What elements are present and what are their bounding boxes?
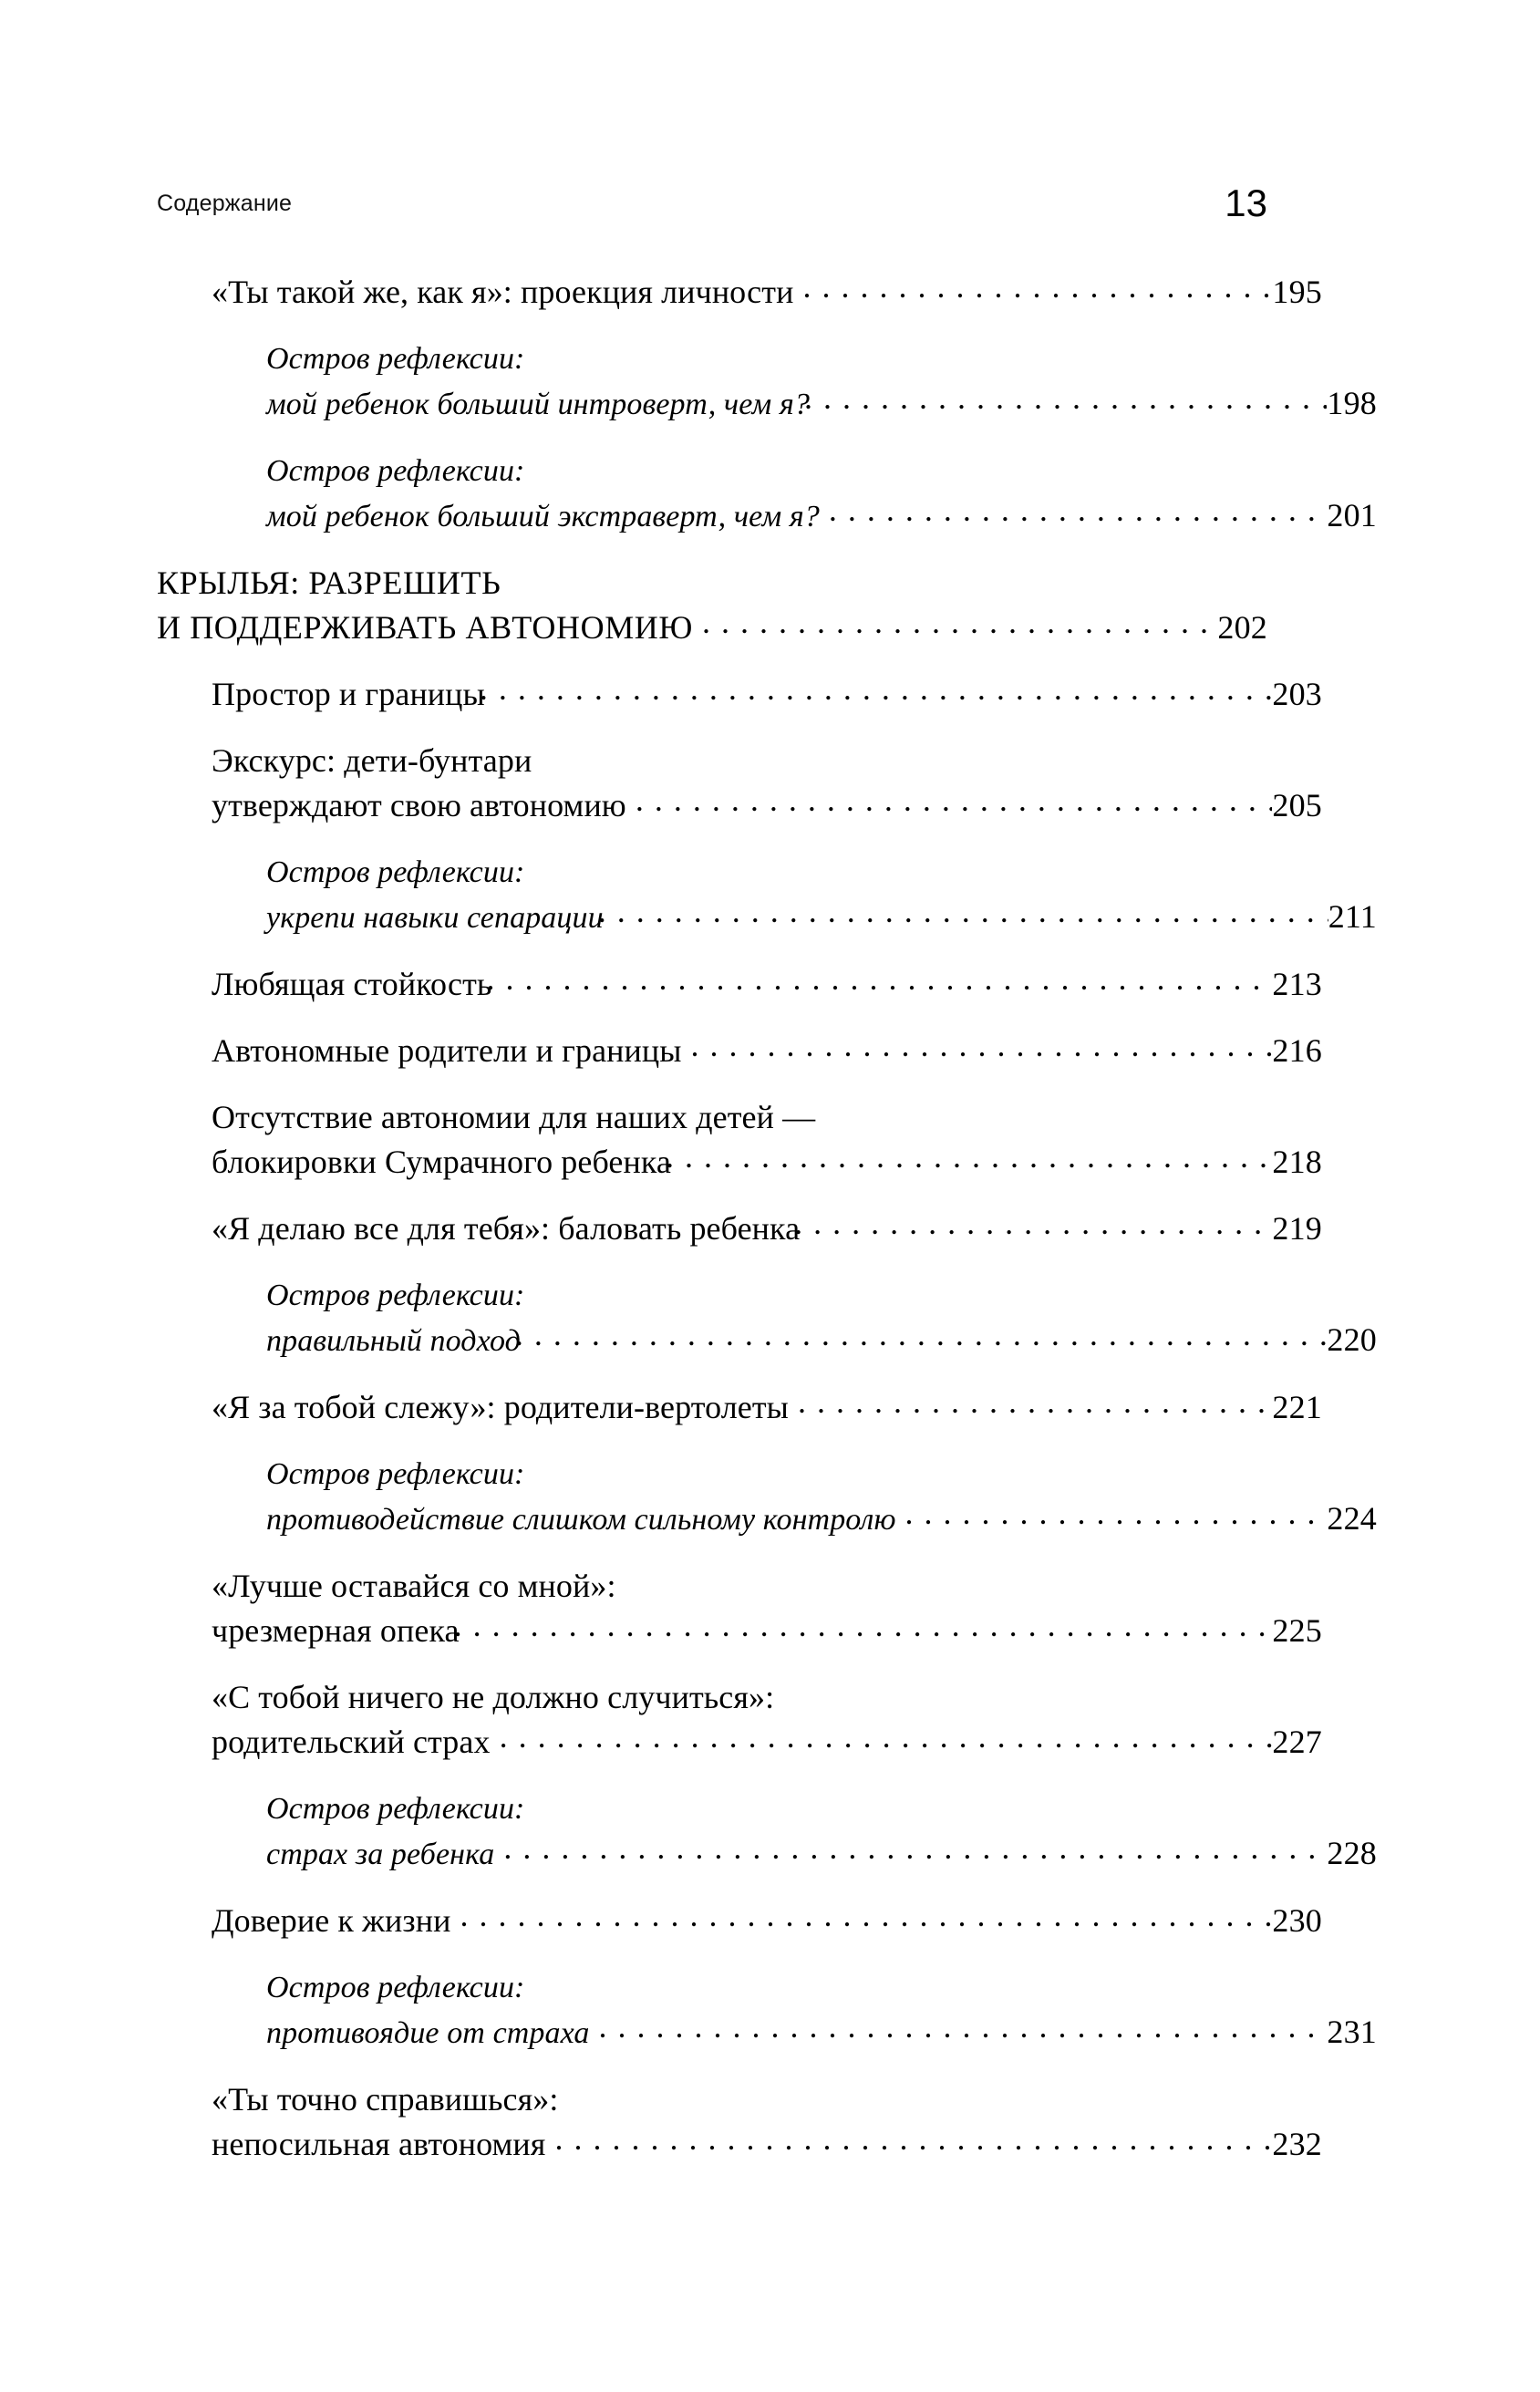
toc-entry-line-final	[157, 270, 1322, 315]
toc-entry[interactable]	[0, 1206, 1540, 1251]
leader-dots	[460, 1917, 1272, 1931]
toc-entry-page-number: 225	[1272, 1612, 1322, 1649]
leader-dots	[598, 913, 1328, 927]
leader-dots	[798, 1403, 1272, 1418]
toc-entry-line-final	[157, 1496, 1377, 1542]
toc-entry[interactable]	[0, 1452, 1540, 1542]
toc-entry-line-final	[157, 381, 1377, 427]
toc-entry-title: противодействие слишком сильному контролю	[266, 1503, 896, 1537]
toc-entry-title: мой ребенок больший интроверт, чем я?	[266, 388, 810, 421]
toc-entry-line-final	[157, 1609, 1322, 1653]
toc-entry[interactable]	[0, 561, 1540, 650]
toc-entry-title: блокировки Сумрачного ребенка	[212, 1144, 671, 1180]
toc-entry-page-number: 219	[1272, 1210, 1322, 1247]
toc-entry-title: «Лучше оставайся со мной»:	[212, 1568, 616, 1604]
toc-entry[interactable]	[0, 739, 1540, 828]
toc-entry-title: «Ты точно справишься»:	[212, 2081, 559, 2118]
toc-entry-title: «Ты такой же, как я»: проекция личности	[212, 274, 794, 310]
toc-entry-line	[157, 850, 1377, 895]
toc-entry[interactable]	[0, 449, 1540, 539]
toc-entry-title: Остров рефлексии:	[266, 1971, 525, 2004]
toc-entry-title: Простор и границы	[212, 676, 485, 712]
toc-entry[interactable]	[0, 1899, 1540, 1943]
toc-entry-page-number: 228	[1327, 1835, 1377, 1871]
toc-entry-line	[157, 739, 1322, 783]
toc-entry-title: Доверие к жизни	[212, 1902, 451, 1939]
toc-entry-title: укрепи навыки сепарации	[266, 901, 604, 935]
toc-entry-line	[157, 449, 1377, 493]
toc-entry-line-final	[157, 606, 1267, 650]
leader-dots	[636, 802, 1273, 816]
toc-entry[interactable]	[0, 2077, 1540, 2167]
toc-entry-title: страх за ребенка	[266, 1838, 495, 1871]
toc-entry-page-number: 201	[1327, 497, 1377, 533]
toc-entry-line	[157, 561, 1267, 606]
toc-entry[interactable]	[0, 1786, 1540, 1877]
toc-entry-line	[157, 337, 1377, 381]
toc-entry-title: Остров рефлексии:	[266, 454, 525, 488]
toc-entry-title: Остров рефлексии:	[266, 1792, 525, 1826]
toc-entry-page-number: 202	[1217, 609, 1267, 646]
toc-entry-title: противоядие от страха	[266, 2016, 590, 2050]
toc-entry-title: Отсутствие автономии для наших детей —	[212, 1099, 816, 1135]
toc-entry-title: утверждают свою автономию	[212, 787, 626, 823]
toc-entry-page-number: 213	[1272, 966, 1322, 1002]
toc-entry-page-number: 205	[1272, 787, 1322, 823]
toc-entry-title: «С тобой ничего не должно случиться»:	[212, 1679, 775, 1715]
toc-entry[interactable]	[0, 1965, 1540, 2055]
toc-entry-line-final	[157, 1385, 1322, 1430]
toc-entry-page-number: 218	[1272, 1144, 1322, 1180]
running-head	[157, 179, 1267, 224]
leader-dots	[500, 1738, 1273, 1753]
toc-entry-page-number: 211	[1328, 898, 1377, 935]
toc-entry-line-final	[157, 1831, 1377, 1877]
toc-entry[interactable]	[0, 850, 1540, 940]
leader-dots	[480, 690, 1273, 705]
toc-entry[interactable]	[0, 1675, 1540, 1765]
toc-entry-title: правильный подход	[266, 1324, 521, 1358]
leader-dots	[554, 2140, 1272, 2155]
toc-entry-title: Экскурс: дети-бунтари	[212, 742, 532, 779]
toc-entry-line-final	[157, 1899, 1322, 1943]
toc-entry-line-final	[157, 1206, 1322, 1251]
toc-entry-line	[157, 1965, 1377, 2010]
toc-entry-line	[157, 1564, 1322, 1609]
running-head-title: Содержание	[157, 191, 293, 216]
toc-entry-line-final	[157, 783, 1322, 828]
toc-entry-line-final	[157, 895, 1377, 940]
toc-entry-page-number: 231	[1327, 2014, 1377, 2050]
toc-entry-title: Остров рефлексии:	[266, 1457, 525, 1491]
toc-entry-line-final	[157, 493, 1377, 539]
toc-entry-line-final	[157, 672, 1322, 717]
toc-entry-page-number: 221	[1272, 1389, 1322, 1425]
leader-dots	[804, 399, 1327, 414]
toc-entry-title: Остров рефлексии:	[266, 342, 525, 376]
toc-entry-line	[157, 1452, 1377, 1496]
toc-entry[interactable]	[0, 1385, 1540, 1430]
toc-entry-page-number: 216	[1272, 1032, 1322, 1069]
leader-dots	[515, 1336, 1327, 1351]
toc-entry-line-final	[157, 2122, 1322, 2167]
toc-entry-title: КРЫЛЬЯ: РАЗРЕШИТЬ	[157, 564, 501, 601]
toc-entry-line-final	[157, 962, 1322, 1007]
toc-entry[interactable]	[0, 1029, 1540, 1073]
toc-entry[interactable]	[0, 672, 1540, 717]
toc-entry-page-number: 220	[1327, 1321, 1377, 1358]
toc-entry-line	[157, 1675, 1322, 1720]
toc-entry-line	[157, 1786, 1377, 1831]
leader-dots	[454, 1627, 1273, 1641]
toc-entry[interactable]	[0, 962, 1540, 1007]
leader-dots	[691, 1047, 1273, 1061]
leader-dots	[794, 1225, 1272, 1239]
toc-entry-line	[157, 1273, 1377, 1318]
leader-dots	[702, 624, 1217, 638]
toc-entry-page-number: 224	[1327, 1500, 1377, 1537]
toc-entry-page-number: 230	[1272, 1902, 1322, 1939]
toc-entry-line	[157, 2077, 1322, 2122]
toc-entry-title: «Я делаю все для тебя»: баловать ребенка	[212, 1210, 801, 1247]
toc-entry-title: Любящая стойкость	[212, 966, 492, 1002]
toc-entry[interactable]	[0, 1564, 1540, 1653]
leader-dots	[666, 1158, 1272, 1173]
toc-entry-title: мой ребенок больший экстраверт, чем я?	[266, 500, 820, 533]
page-number-folio: 13	[1225, 181, 1267, 224]
toc-entry-line-final	[157, 1318, 1377, 1363]
toc-entry-title: Остров рефлексии:	[266, 855, 525, 889]
toc-entry-line-final	[157, 2010, 1377, 2055]
toc-entry-page-number: 227	[1272, 1724, 1322, 1760]
toc-entry-page-number: 232	[1272, 2126, 1322, 2162]
toc-entry-line	[157, 1095, 1322, 1140]
toc-entry-title: непосильная автономия	[212, 2126, 546, 2162]
toc-entry-title: родительский страх	[212, 1724, 491, 1760]
leader-dots	[486, 980, 1272, 995]
toc-entry-title: И ПОДДЕРЖИВАТЬ АВТОНОМИЮ	[157, 609, 694, 646]
leader-dots	[905, 1515, 1328, 1529]
table-of-contents	[0, 270, 1540, 2167]
toc-entry-page-number: 203	[1272, 676, 1322, 712]
toc-entry-page-number: 195	[1272, 274, 1322, 310]
toc-entry-line-final	[157, 1140, 1322, 1185]
leader-dots	[802, 288, 1272, 303]
leader-dots	[598, 2028, 1327, 2043]
leader-dots	[503, 1849, 1327, 1864]
leader-dots	[829, 512, 1328, 526]
toc-entry-title: Автономные родители и границы	[212, 1032, 682, 1069]
toc-entry[interactable]	[0, 337, 1540, 427]
toc-entry[interactable]	[0, 270, 1540, 315]
toc-entry-title: «Я за тобой слежу»: родители-вертолеты	[212, 1389, 789, 1425]
toc-entry-line-final	[157, 1720, 1322, 1765]
toc-entry-line-final	[157, 1029, 1322, 1073]
toc-entry[interactable]	[0, 1273, 1540, 1363]
toc-entry-title: чрезмерная опека	[212, 1612, 460, 1649]
toc-entry-page-number: 198	[1327, 385, 1377, 421]
toc-entry-title: Остров рефлексии:	[266, 1279, 525, 1312]
toc-entry[interactable]	[0, 1095, 1540, 1185]
